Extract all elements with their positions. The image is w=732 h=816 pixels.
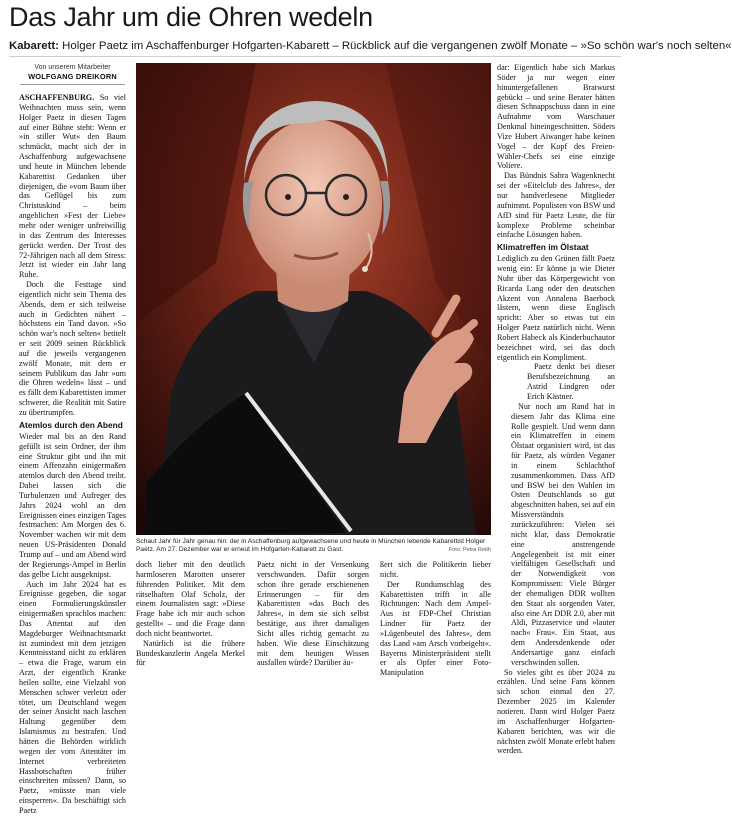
subtitle-text: Holger Paetz im Aschaffenburger Hofgarten-Kabarett – Rückblick auf die vergangenen zwölf Monate – »So schön war's noch selten« (59, 40, 732, 52)
photo-credit: Foto: Petra Reith (448, 547, 491, 554)
paragraph: So vieles gibt es über 2024 zu erzählen. Und seine Fans können sich schon einmal den 27. Dezember 2025 im Kalender notieren. Dann wird Holger Paetz im Aschaffenburger Hofgarten-Kabarett berichten, was wir die nächsten zwölf Monate erlebt haben werden. (497, 667, 615, 756)
section-heading: Atemlos durch den Abend (19, 419, 123, 430)
paragraph: Das Bündnis Sahra Wagenknecht sei der »Eitelclub des Jahres«, der nur handverlesene Mitglieder aufnimmt. Populisten von BSW und AfD sind für Paetz Leute, die für komplexe Probleme scheinbar einfache Lösungen haben. (497, 171, 615, 240)
column-5 (497, 63, 615, 756)
paragraph: Auch im Jahr 2024 hat es Ereignisse gegeben, die sogar einen Formulierungskünstler einigermaßen sprachlos machen: Das Attentat auf den Magdeburger Weihnachtsmarkt ist zumindest mit dem jetzigen Kenntnisstand nicht zu erklären – etwa die Frage, warum ein Arzt, der eigentlich Kranke heilen sollte, eine Vielzahl von Menschen schwer verletzt oder tötet, um Deutschland wegen der seiner Ansicht nach laschen Haltung gegenüber dem Islamismus zu bestrafen. Und hätten die Behörden wirklich wegen der vom Attentäter im Internet verbreiteten Hassbotschaften früher einschreiten müssen? Dann, so Paetz, »müsste man viele einsperren«. Da beschäftigt sich Paetz (19, 579, 126, 815)
byline-rule (20, 84, 125, 85)
photo-illustration (136, 63, 491, 535)
paragraph: dar: Eigentlich habe sich Markus Söder ja nur wegen einer hinuntergefallenen Bratwurst gebückt – und seine Berater hätten diesen Schnappschuss dann in eine Aufnahme vom Warschauer Denkmal hineingeschnitten. Söders Vize Hubert Aiwanger habe keinen Vogel – der Kopf des Freien-Wähler-Chefs sei eine einzige Voliere. (497, 63, 615, 171)
photo-caption (136, 538, 491, 555)
caption-text: Schaut Jahr für Jahr genau hin: der in Aschaffenburg aufgewachsene und heute in München lebende Kabarettist Holger Paetz. Am 27. Dezember war er erneut im Hofgarten-Kabarett zu Gast. (136, 538, 486, 554)
column-3 (257, 560, 369, 668)
byline-name: WOLFGANG DREIKORN (28, 72, 117, 81)
paragraph: Doch die Festtage sind eigentlich nicht sein Thema des Abends, dem er sich teilweise auch in Gedichten nähert – höchstens ein Tand davon. »So schön war's noch selten« betitelt er seit 2009 seinen Rückblick auf die jeweils vergangenen zwölf Monate, mit dem er seinem Publikum das Jahr »um die Ohren wedeln« lässt – und es fällt dem Kabarettisten immer schwerer, die Realität mit Satire zu übertrumpfen. (19, 280, 126, 417)
paragraph-text: So viel Weihnachten muss sein, wenn Holger Paetz in diesen Tagen auf einer Bühne steht: Wenn er »in stiller Wut« den Baum schmückt, macht sich der in Aschaffenburg aufgewachsene und heute in München lebende Kabarettist Gedanken über diejenigen, die »vom Baum über das Geflügel bis zum Christuskind – beim angeblichen »Fest der Liebe« mehr oder weniger unfreiwillig in das Zentrum des Interesses gerückt werden. Der Trost des 72-Jährigen nach all dem Stress: Jetzt ist wieder ein Jahr lang Ruhe. (19, 93, 126, 280)
article-subtitle (9, 40, 732, 52)
header-rule (9, 56, 621, 57)
paragraph: Paetz denkt bei dieser Berufsbezeichnung an Astrid Lindgren oder Erich Kästner. (527, 362, 615, 401)
byline (20, 64, 125, 85)
column-2 (136, 560, 245, 668)
paragraph: Nur noch am Rand hat in diesem Jahr das Klima eine Rolle gespielt. Und wenn dann ein Klimatreffen in einem Ölstaat organisiert wird, ist das für Paetz, als würden Veganer in einem Schlachthof zusammenkommen. Dass AfD und BSW bei den Wahlen im Osten Deutschlands so gut abgeschnitten haben, sei auf ein Missverständnis zurückzuführen: Vielen sei nicht klar, dass Demokratie eine anstrengende Angelegenheit ist mit einer vielfältigen Gesellschaft und der Notwendigkeit von Kompromissen: Viele Bürger der ehemaligen DDR wollten den Staat als sorgenden Vater, also eine Art DDR 2.0, aber mit Aldi, Pizzaservice und »lauter nach« Frau«. Ein Staat, aus dem Andersdenkende oder Andersartige ganz einfach verschwinden sollen. (511, 401, 615, 667)
article-photo (136, 63, 491, 535)
paragraph: Natürlich ist die frühere Bundeskanzlerin Angela Merkel für (136, 638, 245, 668)
paragraph (19, 93, 126, 280)
article-headline: Das Jahr um die Ohren wedeln (9, 2, 373, 32)
byline-note: Von unserem Mitarbeiter (34, 64, 111, 71)
column-1 (19, 93, 126, 815)
paragraph: ßert sich die Politikerin lieber nicht. (380, 560, 491, 579)
paragraph: Paetz nicht in der Versenkung verschwunden. Dafür sorgen schon ihre gerade erschienenen Erinnerungen – für den Kabarettisten »das Buch des Jahres«, in dem sie sich selbst bestätige, aus ihrer damaligen Sicht alles richtig gemacht zu haben. Wie diese Einschätzung mit dem heutigen Wissen ausfallen würde? Darüber äu- (257, 560, 369, 668)
dateline: ASCHAFFENBURG. (19, 93, 95, 102)
column-4 (380, 560, 491, 678)
paragraph: Der Rundumschlag des Kabarettisten trifft in alle Richtungen: Nach dem Ampel-Aus ist FDP-Chef Christian Lindner für Paetz der »Lügenbeutel des Jahres«, dem das Land »am Arsch vorbeigeht«. Bayerns Ministerpräsident stellt er als Opfer einer Foto-Manipulation (380, 579, 491, 678)
kicker: Kabarett: (9, 40, 60, 52)
paragraph: Wieder mal bis an den Rand gefüllt ist sein Ordner, der ihm eine Struktur gibt und ihn mit einem Affenzahn einigermaßen atemlos durch den Abend treibt. Dabei lassen sich die Turbulenzen und Aufreger des Jahrs 2024 wohl an den Ereignissen eines einzigen Tages festmachen: Am Morgen des 6. November wachen wir mit dem neuen US-Präsidenten Donald Trump auf – und am Abend wird der Regierungs-Ampel in Berlin das gelbe Licht ausgeknipst. (19, 431, 126, 579)
section-heading: Klimatreffen im Ölstaat (497, 242, 589, 253)
paragraph: Lediglich zu den Grünen fällt Paetz wenig ein: Er könne ja wie Dieter Nuhr über das Körpergewicht von Ricarda Lang oder den deutschen Akzent von Annalena Baerbock lästern, wenn diese Englisch spricht: Aber so etwas tut ein Holger Paetz natürlich nicht. Wenn Robert Habeck als Kinderbuchautor bezeichnet wird, sei das doch eigentlich ein Kompliment. (497, 254, 615, 362)
paragraph: doch lieber mit den deutlich harmloseren Marotten unserer führenden Politiker. Mit dem rätselhaften Olaf Scholz, der einem Journalisten sagt: »Diese Frage habe ich mir auch schon gestellt« – und die Frage dann doch nicht beantwortet. (136, 560, 245, 638)
